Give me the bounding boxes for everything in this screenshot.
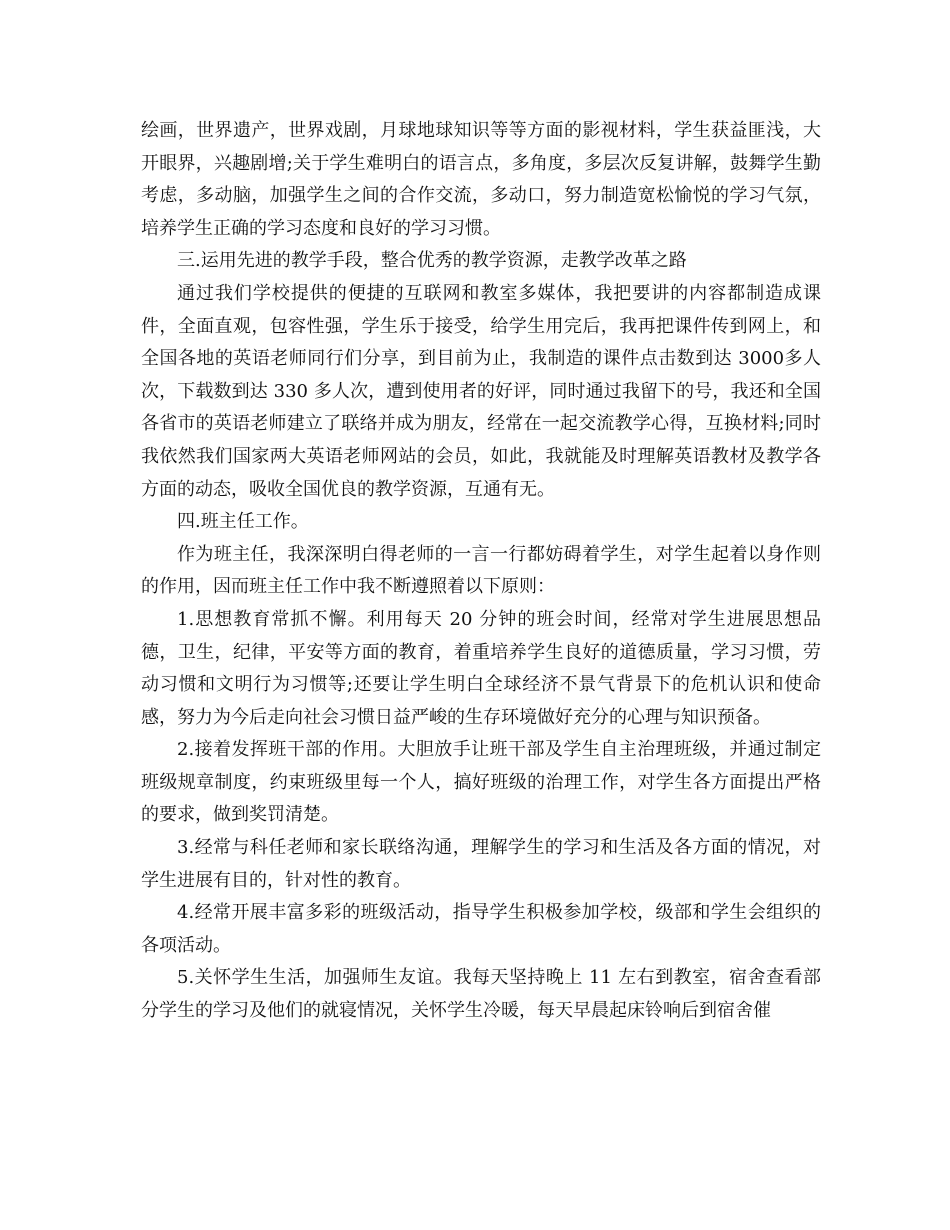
section-heading-3: 三.运用先进的教学手段，整合优秀的教学资源，走教学改革之路 xyxy=(177,250,687,272)
paragraph-homeroom-intro: 作为班主任，我深深明白得老师的一言一行都妨碍着学生，对学生起着以身作则的作用，因而班主任工作中我不断遵照着以下原则： xyxy=(141,543,821,598)
paragraph-item-1: 1.思想教育常抓不懈。利用每天 20 分钟的班会时间，经常对学生进展思想品德，卫生，纪律，平安等方面的教育，着重培养学生良好的道德质量，学习习惯，劳动习惯和文明行为习惯等;还要让学生明白全球经济不景气背景下的危机认识和使命感，努力为今后走向社会习惯日益严峻的生存环境做好充分的心理与知识预备。 xyxy=(141,608,821,728)
paragraph-courseware: 通过我们学校提供的便捷的互联网和教室多媒体，我把要讲的内容都制造成课件，全面直观，包容性强，学生乐于接受，给学生用完后，我再把课件传到网上，和全国各地的英语老师同行们分享，到目前为止，我制造的课件点击数到达 3000多人次，下载数到达 330 多人次，遭到使用者的好评，同时通过我留下的号，我还和全国各省市的英语老师建立了联络并成为朋友，经常在一起交流教学心得，互换材料;同时我依然我们国家两大英语老师网站的会员，如此，我就能及时理解英语教材及教学各方面的动态，吸收全国优良的教学资源，互通有无。 xyxy=(141,282,821,500)
section-heading-4: 四.班主任工作。 xyxy=(177,511,309,533)
paragraph-item-2: 2.接着发挥班干部的作用。大胆放手让班干部及学生自主治理班级，并通过制定班级规章制度，约束班级里每一个人，搞好班级的治理工作，对学生各方面提出严格的要求，做到奖罚清楚。 xyxy=(141,739,821,826)
paragraph-item-3: 3.经常与科任老师和家长联络沟通，理解学生的学习和生活及各方面的情况，对学生进展有目的，针对性的教育。 xyxy=(141,837,821,891)
paragraph-item-4: 4.经常开展丰富多彩的班级活动，指导学生积极参加学校，级部和学生会组织的各项活动。 xyxy=(141,902,821,956)
paragraph-item-5: 5.关怀学生生活，加强师生友谊。我每天坚持晚上 11 左右到教室，宿舍查看部分学生的学习及他们的就寝情况，关怀学生冷暖，每天早晨起床铃响后到宿舍催 xyxy=(141,967,821,1022)
paragraph-continuation: 绘画，世界遗产，世界戏剧，月球地球知识等等方面的影视材料，学生获益匪浅，大开眼界，兴趣剧增;关于学生难明白的语言点，多角度，多层次反复讲解，鼓舞学生勤考虑，多动脑，加强学生之间的合作交流，多动口，努力制造宽松愉悦的学习气氛，培养学生正确的学习态度和良好的学习习惯。 xyxy=(141,120,821,239)
document-body xyxy=(141,115,821,1028)
